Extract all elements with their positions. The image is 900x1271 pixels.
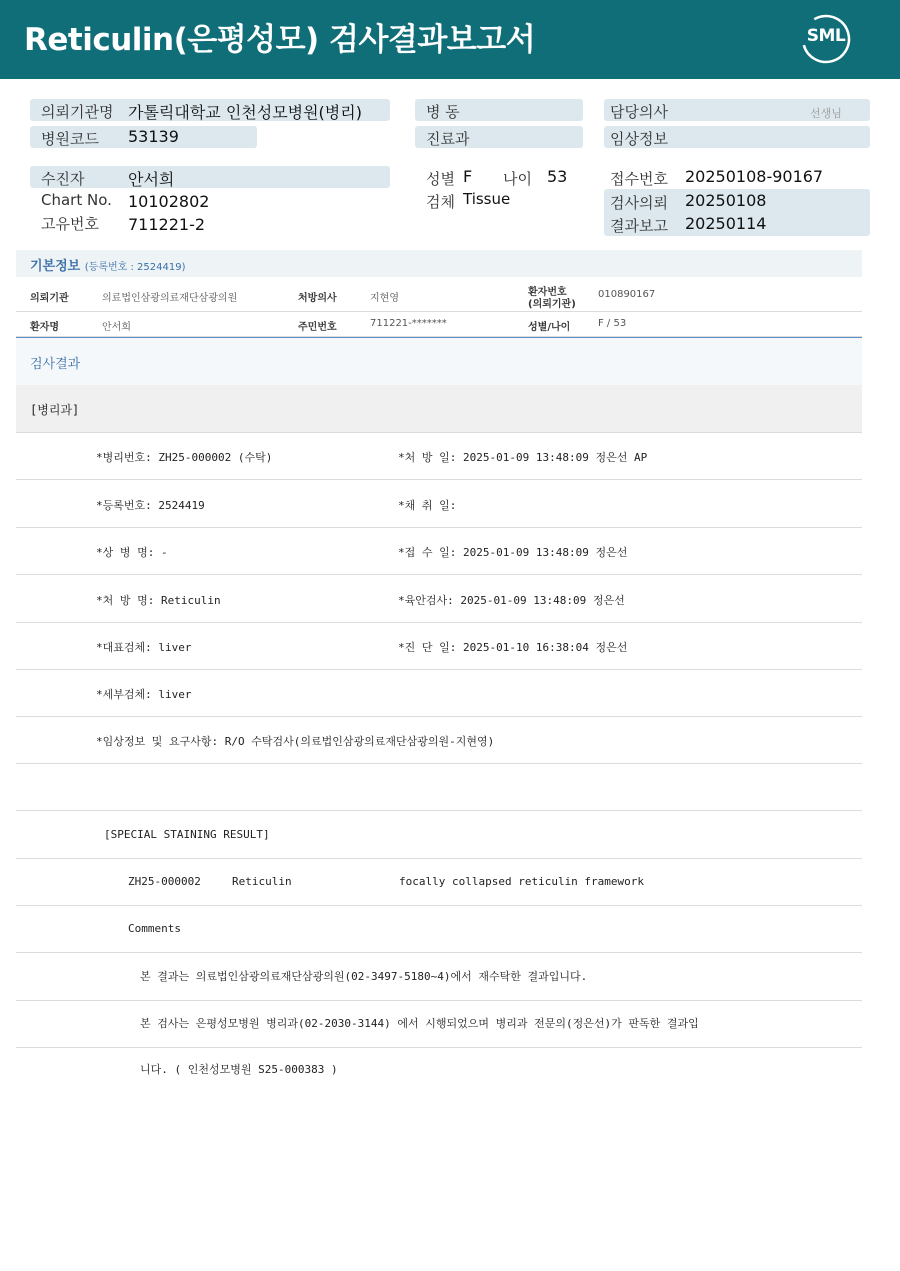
note-row: [16, 1000, 862, 1048]
result-row: [16, 480, 862, 528]
basic-info-bar: [16, 250, 862, 277]
inst-key: 의뢰기관: [30, 293, 69, 304]
sex-value: F: [463, 167, 473, 186]
dept-label-text: [병리과]: [30, 403, 80, 417]
main-specimen: *대표검체: liver: [96, 641, 192, 654]
req-label: 검사의뢰: [610, 194, 668, 212]
patient-no-key: 환자번호: [528, 287, 567, 298]
report-title: Reticulin(은평성모) 검사결과보고서: [24, 22, 536, 58]
prescriber-value: 지현영: [370, 293, 399, 304]
sex-age-key: 성별/나이: [528, 322, 571, 333]
note-3: 니다. ( 인천성모병원 S25-000383 ): [140, 1063, 338, 1076]
uid-value: 711221-2: [128, 215, 206, 234]
special-finding: focally collapsed reticulin framework: [399, 875, 645, 888]
result-row: [16, 669, 862, 717]
note-2: 본 검사는 은평성모병원 병리과(02-2030-3144) 에서 시행되었으며 병리과 전문의(정은선)가 판독한 결과입: [140, 1017, 699, 1030]
special-stain: Reticulin: [232, 875, 292, 888]
gross-exam-date: *육안검사: 2025-01-09 13:48:09 정은선: [398, 594, 625, 607]
special-id: ZH25-000002: [128, 875, 201, 888]
uid-label: 고유번호: [41, 215, 99, 233]
age-label: 나이: [503, 170, 532, 188]
comments-label: Comments: [128, 922, 181, 935]
dept-row: [16, 385, 862, 433]
special-title: [SPECIAL STAINING RESULT]: [104, 828, 270, 841]
specimen-value: Tissue: [463, 190, 511, 208]
chart-label: Chart No.: [41, 191, 112, 209]
note-row: [16, 1047, 862, 1094]
resident-no-value: 711221-*******: [370, 318, 447, 329]
chart-value: 10102802: [128, 192, 210, 211]
diagnosis-date: *진 단 일: 2025-01-10 16:38:04 정은선: [398, 641, 628, 654]
doctor-suffix: 선생님: [810, 107, 842, 120]
special-result-row: [16, 858, 862, 906]
ward-label: 병 동: [426, 103, 460, 121]
result-row: [16, 432, 862, 480]
sml-logo: [796, 11, 856, 67]
dept-label: 진료과: [426, 130, 470, 148]
patient-no-value: 010890167: [598, 289, 656, 300]
note-1: 본 결과는 의료법인삼광의료재단삼광의원(02-3497-5180~4)에서 재수탁한 결과입니다.: [140, 970, 588, 983]
receipt-date: *접 수 일: 2025-01-09 13:48:09 정은선: [398, 546, 628, 559]
report-label: 결과보고: [610, 217, 668, 235]
prescriber-key: 처방의사: [298, 293, 337, 304]
resident-no-key: 주민번호: [298, 322, 337, 333]
patient-name-value: 안서희: [102, 322, 131, 333]
sex-label: 성별: [426, 170, 455, 188]
clinical-request: *임상정보 및 요구사항: R/O 수탁검사(의료법인삼광의료재단삼광의원-지현영): [96, 735, 495, 748]
result-row: [16, 716, 862, 764]
sub-specimen: *세부검체: liver: [96, 688, 192, 701]
doctor-label: 담당의사: [610, 103, 668, 121]
basic-info-title: [30, 255, 185, 274]
comments-row: [16, 905, 862, 953]
age-value: 53: [547, 167, 568, 186]
sex-age-value: F / 53: [598, 318, 627, 329]
pathology-no: *병리번호: ZH25-000002 (수탁): [96, 451, 273, 464]
result-row: [16, 575, 862, 623]
org-label: 의뢰기관명: [41, 103, 114, 121]
specimen-label: 검체: [426, 193, 455, 211]
inst-value: 의료법인삼광의료재단삼광의원: [102, 293, 238, 304]
basic-info-sub: (등록번호 : 2524419): [84, 262, 186, 273]
clinical-label: 임상정보: [610, 130, 668, 148]
code-value: 53139: [128, 127, 179, 146]
result-header: [16, 337, 862, 386]
recv-value: 20250108-90167: [685, 167, 824, 186]
collection-date: *채 취 일:: [398, 499, 457, 512]
result-row: [16, 622, 862, 670]
note-row: [16, 953, 862, 1001]
report-value: 20250114: [685, 214, 767, 233]
patient-name-key: 환자명: [30, 322, 59, 333]
result-row: [16, 527, 862, 575]
special-title-row: [16, 811, 862, 859]
basic-info-heading: 기본정보: [30, 259, 81, 274]
patient-label: 수진자: [41, 170, 85, 188]
req-value: 20250108: [685, 191, 767, 210]
basic-info-row-1: [16, 278, 862, 312]
prescription-date: *처 방 일: 2025-01-09 13:48:09 정은선 AP: [398, 451, 648, 464]
result-title: 검사결과: [30, 357, 81, 372]
blank-row: [16, 763, 862, 811]
basic-info-row-2: [16, 312, 862, 337]
code-label: 병원코드: [41, 130, 99, 148]
recv-label: 접수번호: [610, 170, 668, 188]
logo-text: SML: [806, 26, 846, 46]
prescription-name: *처 방 명: Reticulin: [96, 594, 221, 607]
diagnosis-name: *상 병 명: -: [96, 546, 168, 559]
registration-no: *등록번호: 2524419: [96, 499, 205, 512]
patient-no-key-sub: (의뢰기관): [528, 299, 576, 310]
report-header: [0, 0, 900, 79]
patient-value: 안서희: [128, 170, 175, 189]
org-value: 가톨릭대학교 인천성모병원(병리): [128, 103, 362, 122]
